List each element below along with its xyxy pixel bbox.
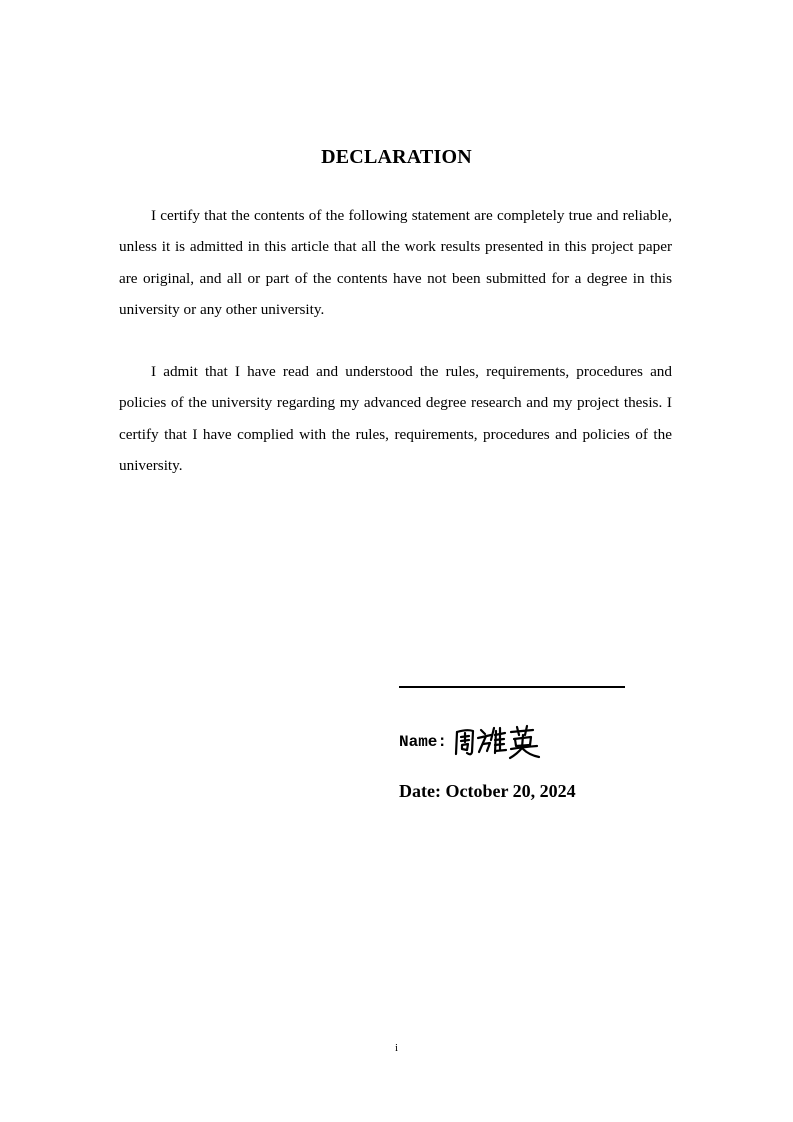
date-line: Date: October 20, 2024	[399, 781, 576, 801]
handwritten-signature	[453, 722, 545, 762]
page-title: DECLARATION	[321, 146, 472, 168]
declaration-paragraph-1: I certify that the contents of the following statement are completely true and reliable, unless it is admitted in this article that all the work results presented in this project paper are original, and all or part of the contents have not been submitted for a degree in this university or any other university.	[119, 207, 672, 318]
name-label: Name:	[399, 733, 448, 751]
name-row	[399, 722, 545, 762]
signature-line	[399, 672, 625, 688]
declaration-paragraph-2: I admit that I have read and understood the rules, requirements, procedures and policies of the university regarding my advanced degree research and my project thesis. I certify that I have complied with the rules, requirements, procedures and policies of the university.	[119, 363, 672, 474]
page-number: i	[394, 1042, 399, 1054]
